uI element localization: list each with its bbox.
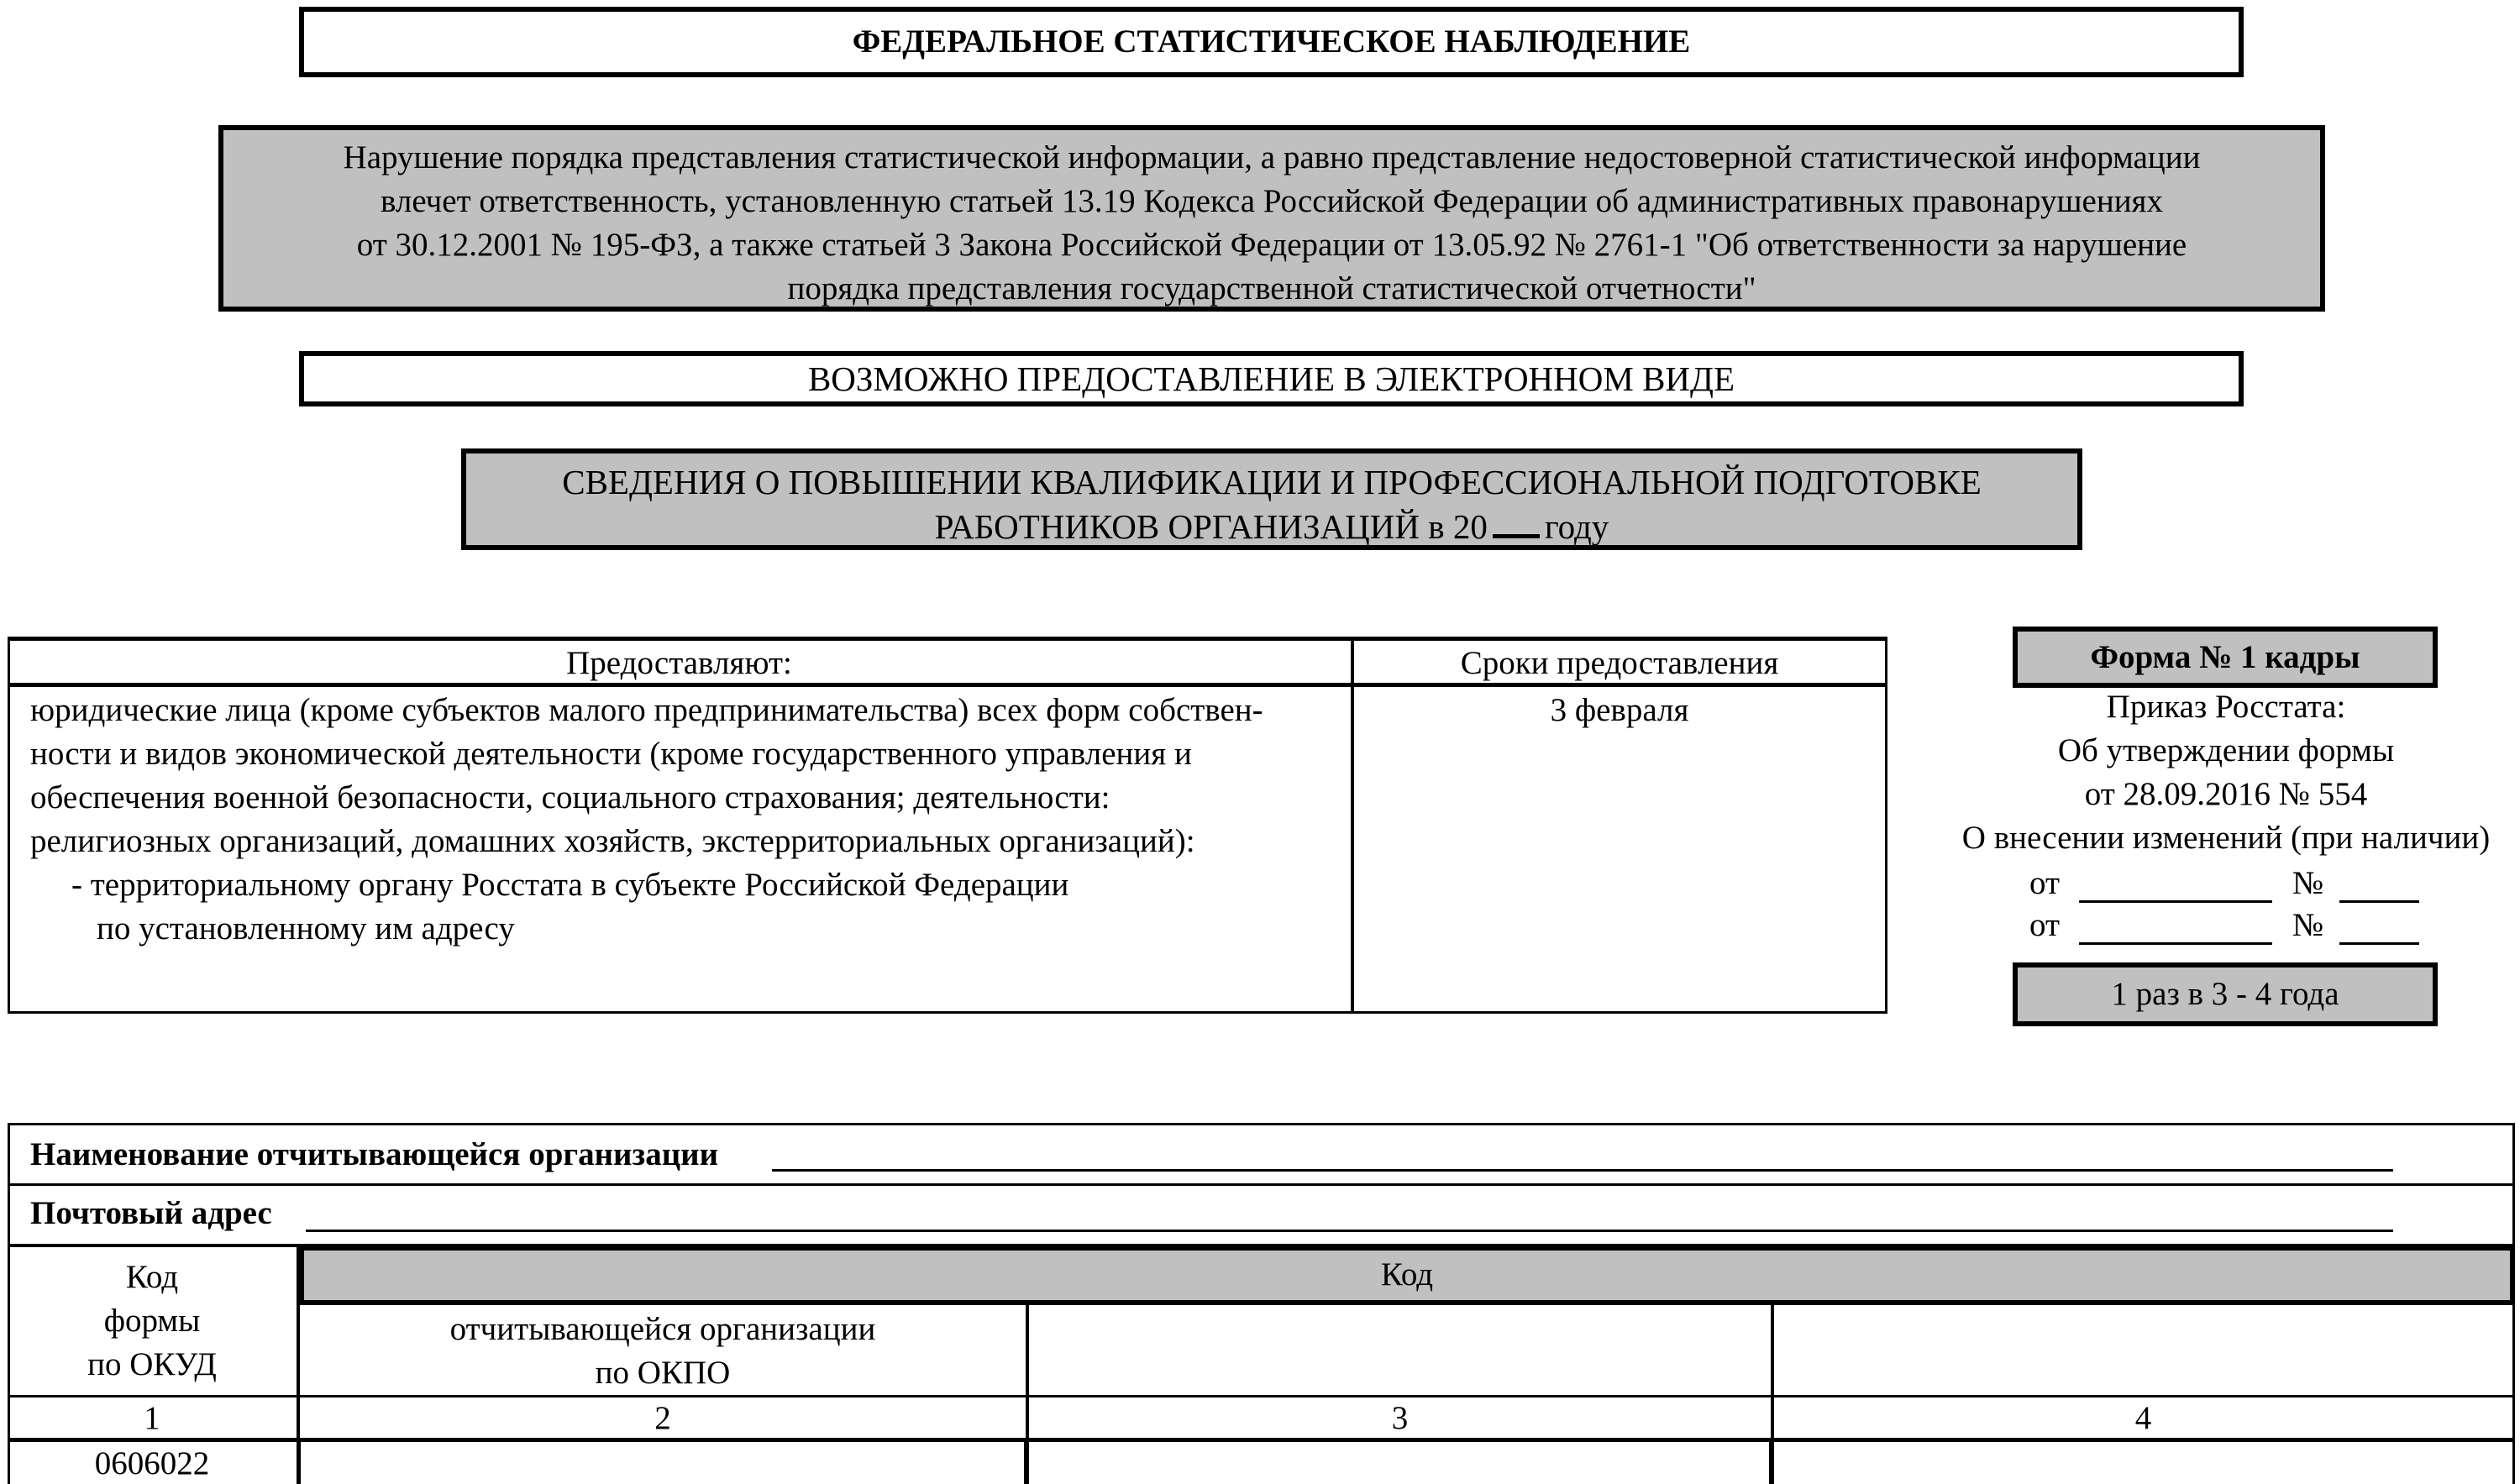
amendment-number-label: № [2292,865,2324,901]
column-number: 2 [654,1400,671,1436]
form-title [299,7,2244,77]
amendment-number-field[interactable] [2339,900,2419,903]
amendment-from-label: от [2029,865,2061,901]
report-title-line1: СВЕДЕНИЯ О ПОВЫШЕНИИ КВАЛИФИКАЦИИ И ПРОФЕССИОНАЛЬНОЙ ПОДГОТОВКЕ [562,463,1982,501]
table-border [8,637,1887,641]
submitters-line: юридические лица (кроме субъектов малого предпринимательства) всех форм собствен- [30,692,1263,728]
deadline-value: 3 февраля [1550,692,1689,728]
code-field-3[interactable] [1029,1442,1769,1484]
submitters-line: обеспечения военной безопасности, социального страхования; деятельности: [30,779,1110,815]
legal-warning [218,125,2325,312]
table-border [1885,637,1887,1014]
table-border [8,637,10,1014]
okud-code-value: 0606022 [94,1445,210,1481]
frequency-box [2013,962,2438,1026]
code-header: Код [1380,1256,1434,1293]
form-title-text: ФЕДЕРАЛЬНОЕ СТАТИСТИЧЕСКОЕ НАБЛЮДЕНИЕ [852,24,1691,60]
order-line: Об утверждении формы [2057,732,2395,768]
table-border [8,1183,2515,1186]
okpo-header-line: отчитывающейся организации [449,1311,876,1347]
warning-line: влечет ответственность, установленную статьей 13.19 Кодекса Российской Федерации об административных правонарушениях [380,183,2163,219]
postal-address-label: Почтовый адрес [30,1195,272,1231]
amendment-date-field[interactable] [2079,942,2272,945]
electronic-submission-notice [299,351,2244,406]
okpo-code-field[interactable] [301,1442,1024,1484]
organization-table [8,1123,2515,1484]
order-line: от 28.09.2016 № 554 [2084,776,2368,812]
amendment-number-field[interactable] [2339,942,2419,945]
amendment-from-label: от [2029,907,2061,943]
frequency: 1 раз в 3 - 4 года [2111,976,2339,1012]
table-border [8,1123,2515,1125]
okud-header-line: Код [125,1259,179,1295]
electronic-text: ВОЗМОЖНО ПРЕДОСТАВЛЕНИЕ В ЭЛЕКТРОННОМ ВИДЕ [807,359,1735,398]
okud-header-line: формы [103,1303,201,1339]
warning-line: Нарушение порядка представления статистической информации, а равно представление недостоверной статистической информации [343,139,2201,176]
submission-table [8,637,1887,1014]
org-name-label: Наименование отчитывающейся организации [30,1136,719,1172]
okud-header-line: по ОКУД [87,1346,217,1382]
report-title [461,448,2082,550]
submitters-line: ности и видов экономической деятельности (кроме государственного управления и [30,736,1192,772]
deadlines-header: Сроки предоставления [1460,645,1779,681]
report-title-line2 [466,502,2077,547]
code-field-4[interactable] [1774,1442,2512,1484]
submitters-header: Предоставляют: [566,645,792,681]
year-blank-field[interactable] [1493,502,1540,538]
amendment-number-label: № [2292,907,2324,943]
warning-line: порядка представления государственной статистической отчетности" [787,270,1756,307]
column-number: 4 [2134,1400,2152,1436]
org-name-field[interactable] [772,1169,2393,1172]
okpo-header-line: по ОКПО [595,1355,731,1391]
order-line: О внесении изменений (при наличии) [1961,820,2491,856]
column-number: 3 [1391,1400,1409,1436]
postal-address-field[interactable] [306,1230,2393,1232]
report-title-line2-post: году [1544,507,1609,546]
warning-line: от 30.12.2001 № 195-ФЗ, а также статьей 3 Закона Российской Федерации от 13.05.92 № 2761-1 "Об ответственности за нарушение [356,227,2187,263]
submitters-line: по установленному им адресу [97,910,515,947]
amendment-date-field[interactable] [2079,900,2272,903]
submitters-line: религиозных организаций, домашних хозяйств, экстерриториальных организаций): [30,823,1195,859]
table-border [8,1395,2515,1397]
table-border [8,1011,1887,1014]
report-title-line2-pre: РАБОТНИКОВ ОРГАНИЗАЦИЙ в 20 [934,507,1488,546]
form-number: Форма № 1 кадры [2090,639,2360,675]
form-number-box [2013,627,2438,688]
order-line: Приказ Росстата: [2106,689,2346,725]
submitters-line: - территориальному органу Росстата в субъекте Российской Федерации [71,867,1069,903]
column-number: 1 [144,1400,160,1436]
